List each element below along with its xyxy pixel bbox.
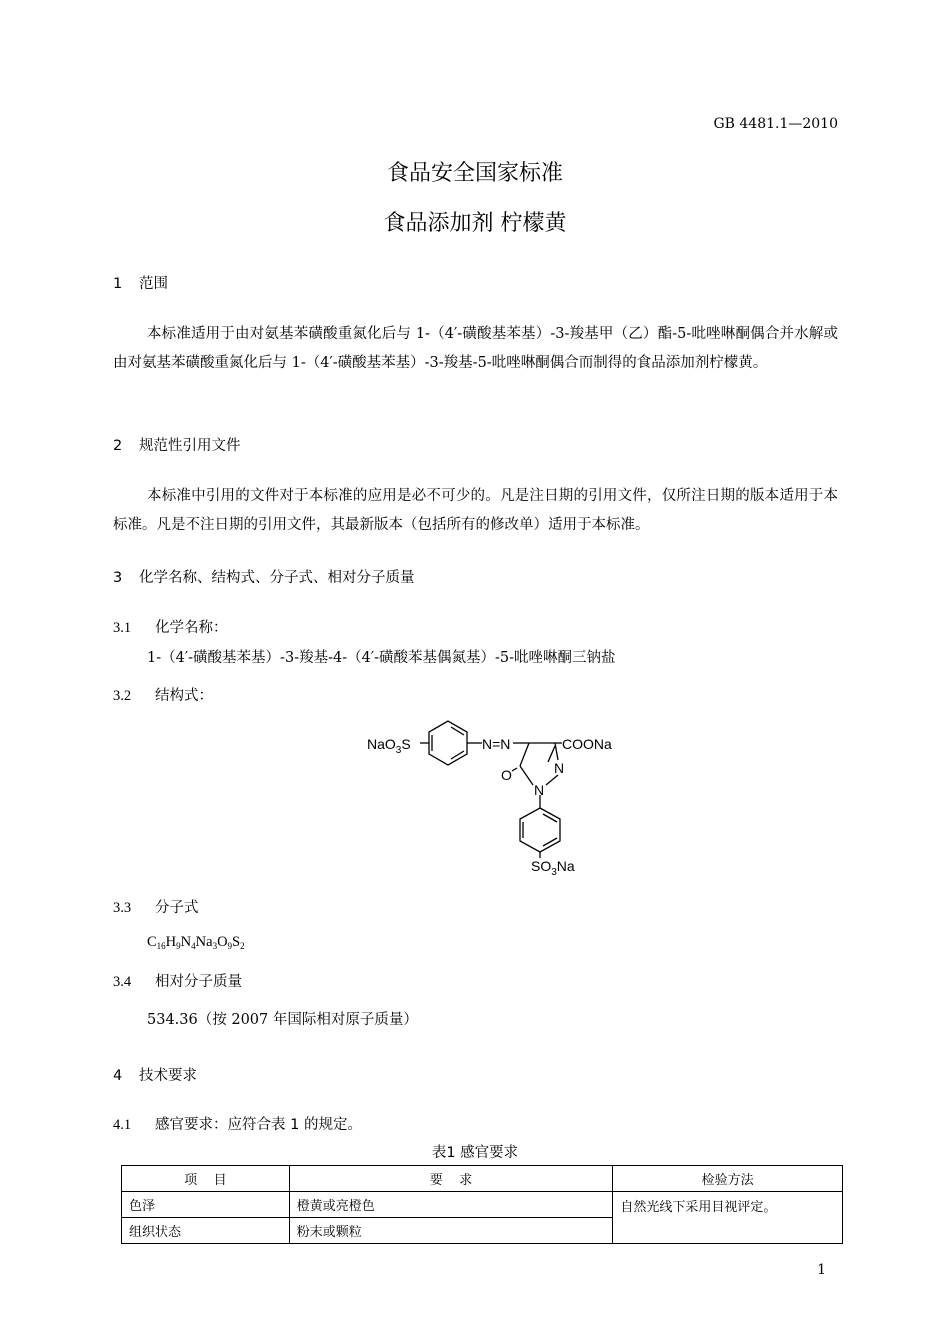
table-cell-item: 色泽	[122, 1192, 290, 1218]
molecular-formula: $C_{16}H_9N_4Na_3O_9S_2$	[147, 934, 245, 951]
azo-group: N=N	[482, 736, 511, 752]
section-title: 规范性引用文件	[139, 438, 241, 454]
benzene-ring-bottom	[520, 808, 560, 852]
section-number: 3	[113, 570, 123, 586]
ring-nitrogen: N	[554, 760, 565, 776]
so3na-group: $SO_3Na$	[531, 858, 575, 878]
subsection-label: 分子式	[155, 900, 199, 916]
standard-code: GB 4481.1—2010	[713, 116, 838, 132]
subsection-label: 结构式：	[155, 688, 213, 704]
subsection-3-3	[113, 896, 199, 917]
section-4-heading	[113, 1064, 197, 1085]
benzene-ring-top	[429, 721, 467, 765]
table-caption: 表1 感官要求	[431, 1145, 519, 1161]
section-title: 化学名称、结构式、分子式、相对分子质量	[139, 570, 415, 586]
subsection-label: 相对分子质量	[155, 974, 242, 990]
section-number: 2	[113, 438, 123, 454]
table-header-row	[122, 1166, 843, 1192]
sensory-requirements-table	[121, 1165, 843, 1244]
subsection-number: 3.1	[113, 620, 132, 636]
table-cell-method: 自然光线下采用目视评定。	[613, 1192, 843, 1244]
page-subtitle: 食品添加剂 柠檬黄	[383, 211, 567, 236]
carboxylate-group: COONa	[562, 736, 612, 752]
subsection-number: 3.2	[113, 688, 132, 704]
subsection-3-4	[113, 970, 242, 991]
page-number: 1	[817, 1262, 826, 1278]
carbonyl-oxygen: O	[501, 767, 512, 783]
section-number: 1	[113, 276, 123, 292]
subsection-number: 3.4	[113, 974, 132, 990]
naso3-group: NaO$_3$S	[367, 736, 411, 756]
section-title: 技术要求	[139, 1068, 197, 1084]
table-cell-requirement: 橙黄或亮橙色	[289, 1192, 613, 1218]
table-cell-requirement: 粉末或颗粒	[289, 1218, 613, 1244]
table-cell-item: 组织状态	[122, 1218, 290, 1244]
section-number: 4	[113, 1068, 123, 1084]
table-header-cell: 检验方法	[613, 1166, 843, 1192]
subsection-label: 化学名称：	[155, 620, 228, 636]
subsection-number: 4.1	[113, 1117, 132, 1133]
subsection-4-1	[113, 1113, 362, 1134]
section-2-text: 本标准中引用的文件对于本标准的应用是必不可少的。凡是注日期的引用文件，仅所注日期的版本适用于本标准。凡是不注日期的引用文件，其最新版本（包括所有的修改单）适用于本标准。	[113, 488, 838, 533]
subsection-label: 感官要求：应符合表 1 的规定。	[155, 1117, 362, 1133]
table-header-cell: 项 目	[122, 1166, 290, 1192]
page-title: 食品安全国家标准	[386, 161, 563, 186]
molecular-mass: 534.36（按 2007 年国际相对原子质量）	[147, 1012, 418, 1028]
subsection-number: 3.3	[113, 900, 132, 916]
chemical-name: 1-（4′-磺酸基苯基）-3-羧基-4-（4′-磺酸苯基偶氮基）-5-吡唑啉酮三钠盐	[147, 650, 616, 666]
ring-nitrogen-1: N	[534, 782, 545, 798]
table-row	[122, 1192, 843, 1218]
table-header-cell: 要 求	[289, 1166, 613, 1192]
section-1-text: 本标准适用于由对氨基苯磺酸重氮化后与 1-（4′-磺酸基苯基）-3-羧基甲（乙）酯-5-吡唑啉酮偶合并水解或由对氨基苯磺酸重氮化后与 1-（4′-磺酸基苯基）-3-羧基-5-吡唑啉酮偶合而制得的食品添加剂柠檬黄。	[113, 326, 838, 371]
section-title: 范围	[139, 276, 168, 292]
